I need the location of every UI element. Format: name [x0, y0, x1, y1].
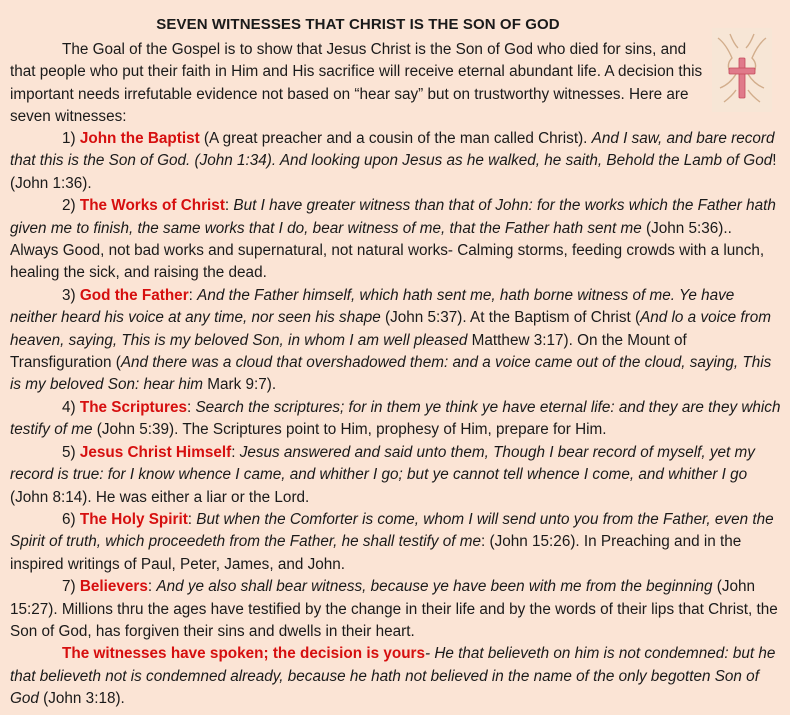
conclusion-reference: (John 3:18). [38, 690, 125, 708]
witness-name: The Holy Spirit [79, 510, 188, 528]
witness-quote: And ye also shall bear witness, because ye have been with me from the beginning [156, 578, 713, 596]
witness-colon: : [147, 578, 157, 596]
witness-number: 2) [62, 197, 76, 215]
conclusion-quote: - He that believeth on him is not condemned: but he that believeth not is condemned already, because he hath not believed in the name of the only begotten Son of God [10, 645, 776, 708]
witness-item-3 [10, 285, 782, 397]
witness-item-6 [10, 509, 782, 576]
intro-paragraph [10, 39, 710, 128]
witness-colon: : [187, 510, 197, 528]
witness-number: 4) [62, 398, 76, 416]
witness-number: 5) [62, 443, 76, 461]
witness-item-4 [10, 397, 782, 442]
witness-item-7 [10, 576, 782, 643]
witness-commentary: : (John 15:26). In Preaching and in the inspired writings of Paul, Peter, James, and John. [10, 533, 742, 573]
witness-quote: Search the scriptures; for in them ye think ye have eternal life: and they are they which testify of me [10, 398, 781, 439]
witness-reference: Mark 9:7). [203, 376, 277, 394]
witness-name: Jesus Christ Himself [79, 443, 232, 461]
witness-commentary: (John 5:37). At the Baptism of Christ ( [380, 309, 641, 327]
witness-number: 1) [62, 130, 76, 147]
witness-item-1 [10, 128, 782, 195]
witness-reference: ! (John 1:36). [10, 152, 777, 192]
witness-number: 6) [62, 510, 76, 528]
witness-name: John the Baptist [79, 130, 200, 147]
witness-commentary: (John 8:14). He was either a liar or the Lord. [10, 488, 310, 506]
witness-quote: And the Father himself, which hath sent me, hath borne witness of me. Ye have neither heard his voice at any time, nor seen his shape [10, 286, 735, 327]
witness-number: 3) [62, 286, 76, 304]
witness-note: (A great preacher and a cousin of the man called Christ). [199, 130, 592, 147]
witness-name: Believers [79, 578, 148, 596]
witness-commentary: Matthew 3:17). On the Mount of Transfiguration ( [10, 331, 687, 372]
conclusion-lead: The witnesses have spoken; the decision is yours [62, 645, 425, 663]
witness-quote: And there was a cloud that overshadowed them: and a voice came out of the cloud, saying, This is my beloved Son: hear him [10, 354, 772, 394]
witness-name: The Scriptures [79, 398, 187, 416]
witness-quote: But when the Comforter is come, whom I will send unto you from the Father, even the Spirit of truth, which proceedeth from the Father, he shall testify of me [10, 510, 774, 551]
witness-number: 7) [62, 578, 76, 596]
witness-commentary: (John 15:27). Millions thru the ages have testified by the change in their life and by the words of their lips that Christ, the Son of God, has forgiven their sins and dwells in their heart. [10, 578, 778, 640]
witness-quote: And I saw, and bare record that this is the Son of God. (John 1:34). And looking upon Jesus as he walked, he saith, Behold the Lamb of God [10, 130, 775, 170]
witness-quote: Jesus answered and said unto them, Though I bear record of myself, yet my record is true: for I know whence I came, and whither I go; but ye cannot tell whence I come, and whither I go [10, 443, 755, 484]
witness-colon: : [231, 443, 240, 461]
witness-list [10, 128, 782, 711]
page-title: SEVEN WITNESSES THAT CHRIST IS THE SON OF GOD [156, 16, 560, 33]
witness-colon: : [186, 398, 196, 416]
witness-commentary: (John 5:39). The Scriptures point to Him, prophesy of Him, prepare for Him. [92, 421, 607, 439]
witness-name: The Works of Christ [79, 197, 225, 215]
witness-colon: : [188, 286, 198, 304]
witness-item-5 [10, 442, 782, 509]
witness-commentary: (John 5:36).. Always Good, not bad works and supernatural, not natural works- Calming storms, feeding crowds with a lunch, healing the sick, and raising the dead. [10, 219, 765, 282]
conclusion-paragraph [10, 643, 782, 710]
witness-quote: And lo a voice from heaven, saying, This is my beloved Son, in whom I am well pleased [10, 309, 771, 349]
witness-colon: : [224, 197, 234, 215]
witness-item-2 [10, 195, 782, 285]
intro-text: The Goal of the Gospel is to show that Jesus Christ is the Son of God who died for sins, and that people who put their faith in Him and His sacrifice will receive eternal abundant life. A decision this important needs irrefutable evidence not based on “hear say” but on trustworthy witnesses. Here are seven witnesses: [10, 41, 703, 125]
witness-name: God the Father [79, 286, 189, 304]
cross-with-hands-icon [712, 28, 772, 112]
witness-quote: But I have greater witness than that of John: for the works which the Father hath given me to finish, the same works that I do, bear witness of me, that the Father hath sent me [10, 197, 776, 237]
